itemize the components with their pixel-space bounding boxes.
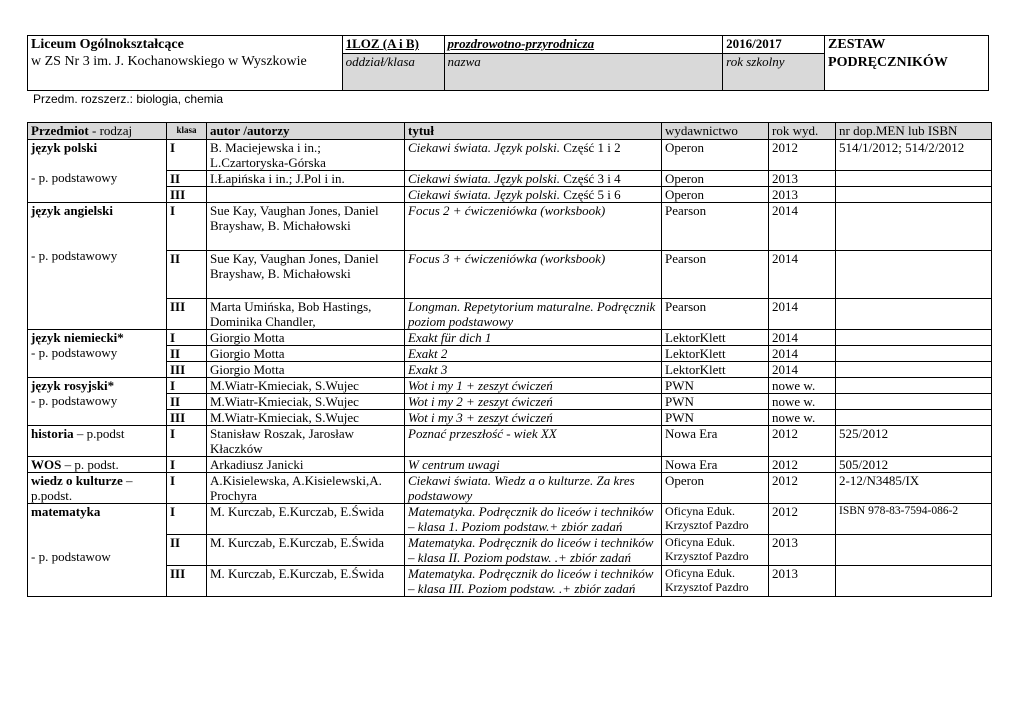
isbn-cell <box>836 346 992 362</box>
class-caption: oddział/klasa <box>342 54 444 91</box>
isbn-cell <box>836 566 992 597</box>
title-cell: Exakt 2 <box>405 346 662 362</box>
year-cell: 2012 <box>769 473 836 504</box>
class-cell: III <box>167 362 207 378</box>
isbn-cell: ISBN 978-83-7594-086-2 <box>836 504 992 535</box>
col-subject: Przedmiot - rodzaj <box>28 123 167 140</box>
isbn-cell <box>836 330 992 346</box>
class-cell: I <box>167 330 207 346</box>
class-cell: I <box>167 426 207 457</box>
isbn-cell <box>836 362 992 378</box>
year-cell: 2012 <box>769 457 836 473</box>
isbn-cell: 505/2012 <box>836 457 992 473</box>
table-row <box>28 346 992 362</box>
author-cell: Giorgio Motta <box>207 362 405 378</box>
author-cell: M.Wiatr-Kmieciak, S.Wujec <box>207 378 405 394</box>
publisher-cell: Operon <box>662 187 769 203</box>
table-row <box>28 330 992 346</box>
class-cell: II <box>167 171 207 187</box>
title-cell: Matematyka. Podręcznik do liceów i techników – klasa 1. Poziom podstaw.+ zbiór zadań <box>405 504 662 535</box>
subject-cell: język rosyjski* - p. podstawowy <box>28 378 167 426</box>
author-cell: Arkadiusz Janicki <box>207 457 405 473</box>
table-row <box>28 203 992 251</box>
title-cell: Ciekawi świata. Język polski. Część 1 i 2 <box>405 140 662 171</box>
header-table <box>27 35 989 91</box>
table-row <box>28 187 992 203</box>
textbook-table <box>27 122 992 597</box>
year-cell: nowe w. <box>769 410 836 426</box>
title-cell: Matematyka. Podręcznik do liceów i techników – klasa II. Poziom podstaw. .+ zbiór zadań <box>405 535 662 566</box>
publisher-cell: Operon <box>662 473 769 504</box>
class-cell: II <box>167 251 207 299</box>
author-cell: M.Wiatr-Kmieciak, S.Wujec <box>207 394 405 410</box>
title-cell: Wot i my 2 + zeszyt ćwiczeń <box>405 394 662 410</box>
table-row <box>28 378 992 394</box>
isbn-cell: 2-12/N3485/IX <box>836 473 992 504</box>
year-cell: 2014 <box>769 330 836 346</box>
title-cell: Exakt für dich 1 <box>405 330 662 346</box>
table-row <box>28 140 992 171</box>
year-cell: 2014 <box>769 203 836 251</box>
class-cell: I <box>167 473 207 504</box>
title-cell: Wot i my 3 + zeszyt ćwiczeń <box>405 410 662 426</box>
author-cell: Sue Kay, Vaughan Jones, Daniel Brayshaw, B. Michałowski <box>207 251 405 299</box>
class-cell: III <box>167 299 207 330</box>
title-cell: Ciekawi świata. Język polski. Część 5 i 6 <box>405 187 662 203</box>
author-cell: A.Kisielewska, A.Kisielewski,A. Prochyra <box>207 473 405 504</box>
col-author: autor /autorzy <box>207 123 405 140</box>
class-cell: II <box>167 535 207 566</box>
extended-subjects: Przedm. rozszerz.: biologia, chemia <box>33 92 224 106</box>
author-cell: Marta Umińska, Bob Hastings, Dominika Chandler, <box>207 299 405 330</box>
publisher-cell: Oficyna Eduk. Krzysztof Pazdro <box>662 504 769 535</box>
isbn-cell: 514/1/2012; 514/2/2012 <box>836 140 992 171</box>
publisher-cell: Pearson <box>662 251 769 299</box>
publisher-cell: Pearson <box>662 299 769 330</box>
isbn-cell <box>836 394 992 410</box>
subject-cell: matematyka - p. podstawow <box>28 504 167 597</box>
publisher-cell: LektorKlett <box>662 362 769 378</box>
year-cell: 2014 <box>769 346 836 362</box>
subject-cell: język angielski - p. podstawowy <box>28 203 167 330</box>
year-cell: 2014 <box>769 299 836 330</box>
author-cell: Stanisław Roszak, Jarosław Kłaczków <box>207 426 405 457</box>
isbn-cell <box>836 203 992 251</box>
col-year: rok wyd. <box>769 123 836 140</box>
table-row <box>28 299 992 330</box>
class-cell: I <box>167 457 207 473</box>
author-cell: M. Kurczab, E.Kurczab, E.Świda <box>207 504 405 535</box>
table-row <box>28 535 992 566</box>
author-cell: Giorgio Motta <box>207 330 405 346</box>
publisher-cell: LektorKlett <box>662 346 769 362</box>
year-cell: 2014 <box>769 362 836 378</box>
table-row <box>28 473 992 504</box>
class-cell: I <box>167 378 207 394</box>
table-row <box>28 362 992 378</box>
year-cell: 2014 <box>769 251 836 299</box>
profile-caption: nazwa <box>444 54 723 91</box>
title-cell: Ciekawi świata. Wiedz a o kulturze. Za kres podstawowy <box>405 473 662 504</box>
class-cell: I <box>167 140 207 171</box>
isbn-cell <box>836 187 992 203</box>
year-cell: 2012 <box>769 504 836 535</box>
title-cell: Ciekawi świata. Język polski. Część 3 i 4 <box>405 171 662 187</box>
author-cell: I.Łapińska i in.; J.Pol i in. <box>207 171 405 187</box>
table-row <box>28 504 992 535</box>
year-value: 2016/2017 <box>723 36 825 54</box>
school-name: Liceum Ogólnokształcące <box>31 37 184 52</box>
table-row <box>28 457 992 473</box>
publisher-cell: Operon <box>662 171 769 187</box>
class-value: 1LOZ (A i B) <box>342 36 444 54</box>
publisher-cell: Operon <box>662 140 769 171</box>
year-cell: nowe w. <box>769 394 836 410</box>
year-cell: 2013 <box>769 566 836 597</box>
class-cell: III <box>167 187 207 203</box>
table-row <box>28 394 992 410</box>
year-cell: 2012 <box>769 140 836 171</box>
year-cell: 2013 <box>769 535 836 566</box>
table-row <box>28 410 992 426</box>
class-cell: III <box>167 410 207 426</box>
col-class: klasa <box>167 123 207 140</box>
class-cell: I <box>167 504 207 535</box>
year-cell: 2012 <box>769 426 836 457</box>
class-cell: I <box>167 203 207 251</box>
subject-cell: historia – p.podst <box>28 426 167 457</box>
table-row <box>28 566 992 597</box>
table-row <box>28 251 992 299</box>
table-row <box>28 171 992 187</box>
year-cell: 2013 <box>769 171 836 187</box>
subject-cell: język polski - p. podstawowy <box>28 140 167 203</box>
set-title: ZESTAW PODRĘCZNIKÓW <box>825 36 989 91</box>
publisher-cell: Nowa Era <box>662 457 769 473</box>
isbn-cell: 525/2012 <box>836 426 992 457</box>
school-address: w ZS Nr 3 im. J. Kochanowskiego w Wyszkowie <box>31 54 307 69</box>
year-cell: 2013 <box>769 187 836 203</box>
title-cell: Matematyka. Podręcznik do liceów i techników – klasa III. Poziom podstaw. .+ zbiór zadań <box>405 566 662 597</box>
title-cell: Poznać przeszłość - wiek XX <box>405 426 662 457</box>
publisher-cell: Oficyna Eduk. Krzysztof Pazdro <box>662 566 769 597</box>
author-cell: Sue Kay, Vaughan Jones, Daniel Brayshaw, B. Michałowski <box>207 203 405 251</box>
col-isbn: nr dop.MEN lub ISBN <box>836 123 992 140</box>
col-publisher: wydawnictwo <box>662 123 769 140</box>
publisher-cell: PWN <box>662 378 769 394</box>
title-cell: W centrum uwagi <box>405 457 662 473</box>
author-cell <box>207 187 405 203</box>
title-cell: Exakt 3 <box>405 362 662 378</box>
isbn-cell <box>836 378 992 394</box>
subject-cell: wiedz o kulturze – p.podst. <box>28 473 167 504</box>
isbn-cell <box>836 535 992 566</box>
publisher-cell: LektorKlett <box>662 330 769 346</box>
title-cell: Wot i my 1 + zeszyt ćwiczeń <box>405 378 662 394</box>
school-cell <box>28 36 343 91</box>
isbn-cell <box>836 410 992 426</box>
author-cell: B. Maciejewska i in.; L.Czartoryska-Górska <box>207 140 405 171</box>
class-cell: III <box>167 566 207 597</box>
title-cell: Longman. Repetytorium maturalne. Podręcznik poziom podstawowy <box>405 299 662 330</box>
profile-value: prozdrowotno-przyrodnicza <box>444 36 723 54</box>
publisher-cell: PWN <box>662 394 769 410</box>
subject-cell: WOS – p. podst. <box>28 457 167 473</box>
col-title: tytuł <box>405 123 662 140</box>
author-cell: M. Kurczab, E.Kurczab, E.Świda <box>207 535 405 566</box>
publisher-cell: PWN <box>662 410 769 426</box>
class-cell: II <box>167 346 207 362</box>
table-row <box>28 426 992 457</box>
year-caption: rok szkolny <box>723 54 825 91</box>
table-header-row <box>28 123 992 140</box>
year-cell: nowe w. <box>769 378 836 394</box>
subject-cell: język niemiecki* - p. podstawowy <box>28 330 167 378</box>
title-cell: Focus 2 + ćwiczeniówka (worksbook) <box>405 203 662 251</box>
isbn-cell <box>836 171 992 187</box>
class-cell: II <box>167 394 207 410</box>
isbn-cell <box>836 299 992 330</box>
isbn-cell <box>836 251 992 299</box>
title-cell: Focus 3 + ćwiczeniówka (worksbook) <box>405 251 662 299</box>
publisher-cell: Oficyna Eduk. Krzysztof Pazdro <box>662 535 769 566</box>
author-cell: M. Kurczab, E.Kurczab, E.Świda <box>207 566 405 597</box>
publisher-cell: Nowa Era <box>662 426 769 457</box>
author-cell: M.Wiatr-Kmieciak, S.Wujec <box>207 410 405 426</box>
publisher-cell: Pearson <box>662 203 769 251</box>
author-cell: Giorgio Motta <box>207 346 405 362</box>
